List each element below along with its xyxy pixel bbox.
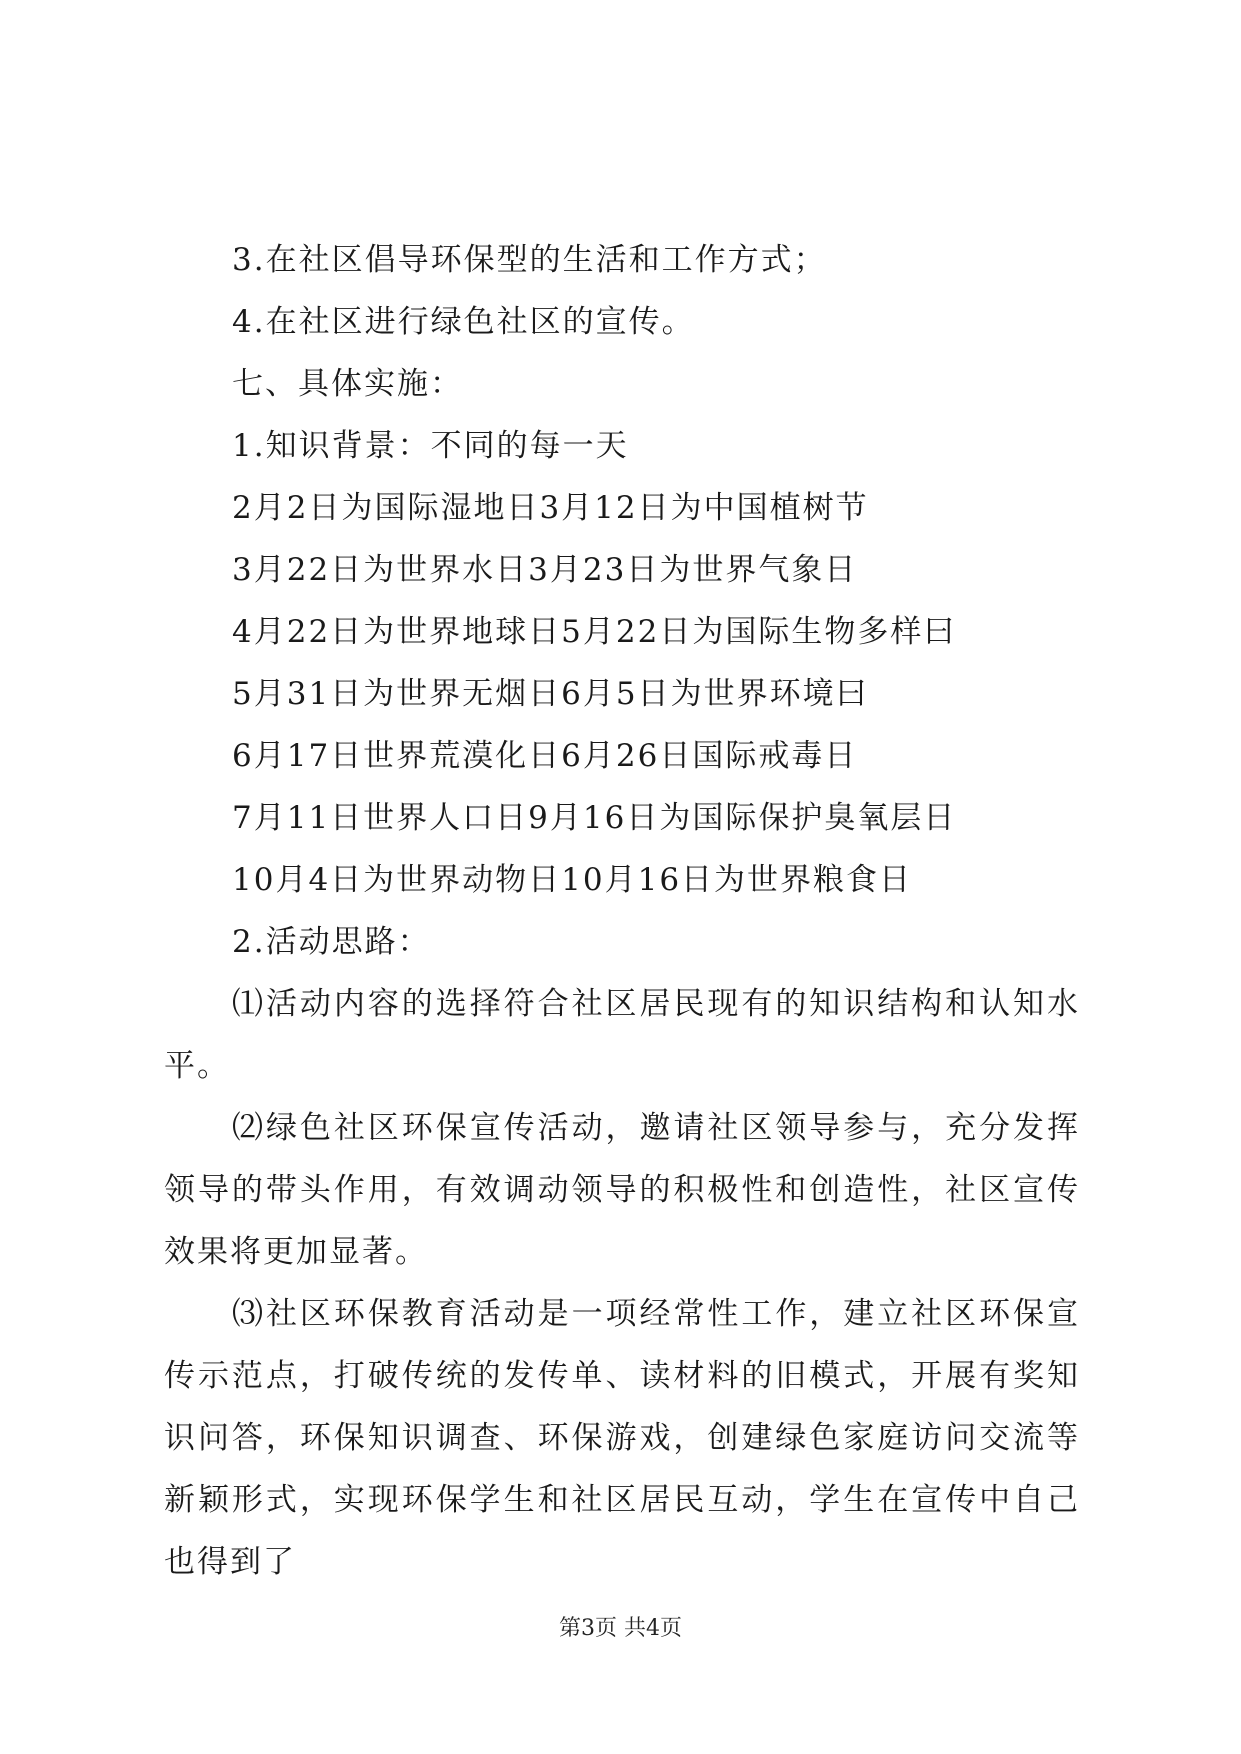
text-line: 4月22日为世界地球日5月22日为国际生物多样曰 (232, 614, 957, 650)
page-number-footer: 第3页 共4页 (559, 1616, 682, 1641)
paragraph: ⑴活动内容的选择符合社区居民现有的知识结构和认知水平。 (164, 986, 1080, 1084)
section-heading: 七、具体实施： (232, 366, 463, 402)
paragraph: ⑶社区环保教育活动是一项经常性工作，建立社区环保宣传示范点，打破传统的发传单、读材料的旧模式，开展有奖知识问答，环保知识调查、环保游戏，创建绿色家庭访问交流等新颖形式，实现环保学生和社区居民互动，学生在宣传中自己也得到了 (164, 1296, 1080, 1580)
text-line: 2.活动思路： (232, 924, 431, 960)
text-line: 7月11日世界人口日9月16日为国际保护臭氧层日 (232, 800, 957, 836)
text-line: 3.在社区倡导环保型的生活和工作方式； (232, 242, 827, 278)
paragraph: ⑵绿色社区环保宣传活动，邀请社区领导参与，充分发挥领导的带头作用，有效调动领导的积极性和创造性，社区宣传效果将更加显著。 (164, 1110, 1080, 1270)
text-line: 6月17日世界荒漠化日6月26日国际戒毒日 (232, 738, 858, 774)
text-line: 10月4日为世界动物日10月16日为世界粮食日 (232, 862, 913, 898)
text-line: 2月2日为国际湿地日3月12日为中国植树节 (232, 490, 869, 526)
text-line: 5月31日为世界无烟日6月5日为世界环境曰 (232, 676, 869, 712)
text-line: 4.在社区进行绿色社区的宣传。 (232, 304, 695, 340)
text-line: 3月22日为世界水日3月23日为世界气象日 (232, 552, 858, 588)
text-line: 1.知识背景：不同的每一天 (232, 428, 629, 464)
